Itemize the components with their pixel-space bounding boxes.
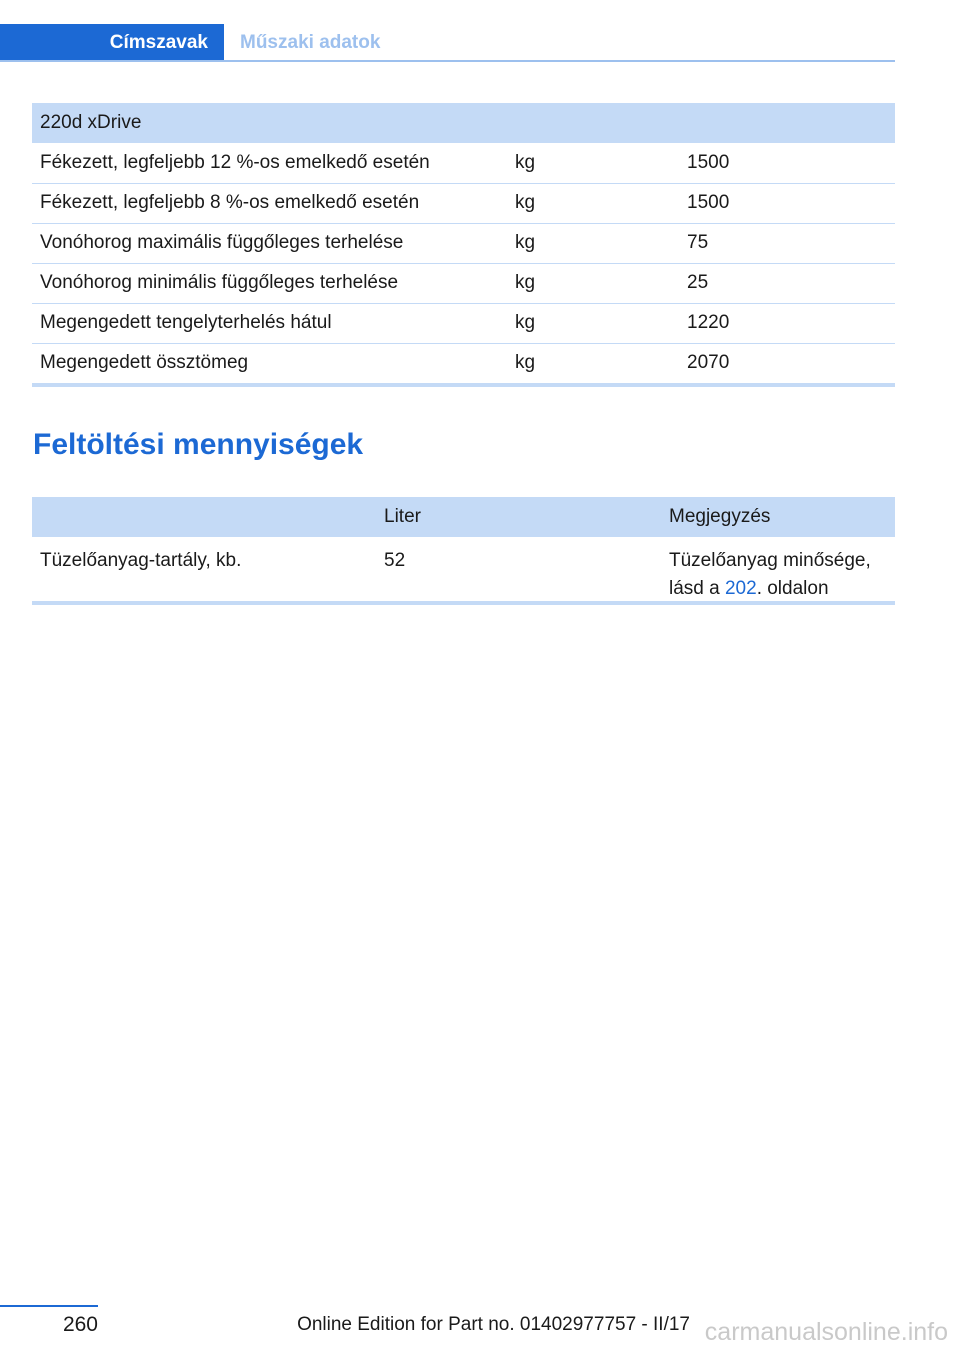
row-value: 1500	[679, 183, 895, 223]
note-suffix: . oldalon	[756, 578, 829, 599]
weights-table-end-rule	[32, 383, 895, 387]
fill-table-end-rule	[32, 601, 895, 605]
column-header-liter: Liter	[376, 497, 661, 537]
column-header-blank	[32, 497, 376, 537]
row-value: 2070	[687, 352, 730, 374]
row-unit: kg	[507, 183, 679, 223]
tab-cimszavak-label: Címszavak	[109, 31, 208, 53]
table-row	[32, 143, 895, 183]
row-value: 25	[679, 263, 895, 303]
row-unit: kg	[507, 223, 679, 263]
page-number: 260	[62, 1313, 98, 1336]
table-row	[32, 183, 895, 223]
row-label: Vonóhorog minimális függőleges terhelése	[32, 263, 507, 303]
row-value: 75	[679, 223, 895, 263]
row-label: Fékezett, legfeljebb 12 %-os emelkedő esetén	[32, 143, 507, 183]
row-unit: kg	[515, 352, 536, 374]
row-label: Vonóhorog maximális függőleges terhelése	[32, 223, 507, 263]
table-row	[32, 263, 895, 303]
row-unit: kg	[507, 143, 679, 183]
row-label: Megengedett tengelyterhelés hátul	[32, 303, 507, 343]
tab-cimszavak[interactable]	[0, 24, 224, 61]
weights-table-header	[32, 103, 895, 143]
watermark: carmanualsonline.info	[704, 1318, 948, 1346]
footer-edition: Online Edition for Part no. 01402977757 - II/17	[297, 1314, 690, 1335]
table-row	[32, 537, 895, 603]
row-label: Megengedett össztömeg	[40, 352, 249, 374]
table-row	[32, 223, 895, 263]
row-label: Fékezett, legfeljebb 8 %-os emelkedő esetén	[32, 183, 507, 223]
header-bar	[0, 24, 895, 62]
page-reference-link[interactable]: 202	[724, 578, 757, 599]
row-unit: kg	[507, 263, 679, 303]
table-row	[32, 303, 895, 343]
weights-table-model: 220d xDrive	[32, 103, 895, 143]
tab-muszaki-adatok[interactable]	[240, 24, 380, 61]
column-header-note: Megjegyzés	[661, 497, 895, 537]
fill-table	[32, 497, 895, 603]
fill-table-header	[32, 497, 895, 537]
note-prefix: lásd a	[669, 578, 720, 599]
weights-table	[32, 103, 895, 383]
row-note	[661, 537, 895, 603]
tab-muszaki-adatok-label: Műszaki adatok	[240, 31, 381, 53]
row-value: 1500	[679, 143, 895, 183]
row-unit: kg	[507, 303, 679, 343]
table-row	[32, 343, 895, 383]
row-liter: 52	[384, 550, 406, 571]
note-line-1: Tüzelőanyag minősége,	[669, 550, 871, 571]
row-label: Tüzelőanyag-tartály, kb.	[40, 550, 242, 571]
header-divider	[0, 60, 895, 62]
row-value: 1220	[679, 303, 895, 343]
section-title: Feltöltési mennyiségek	[33, 428, 364, 461]
